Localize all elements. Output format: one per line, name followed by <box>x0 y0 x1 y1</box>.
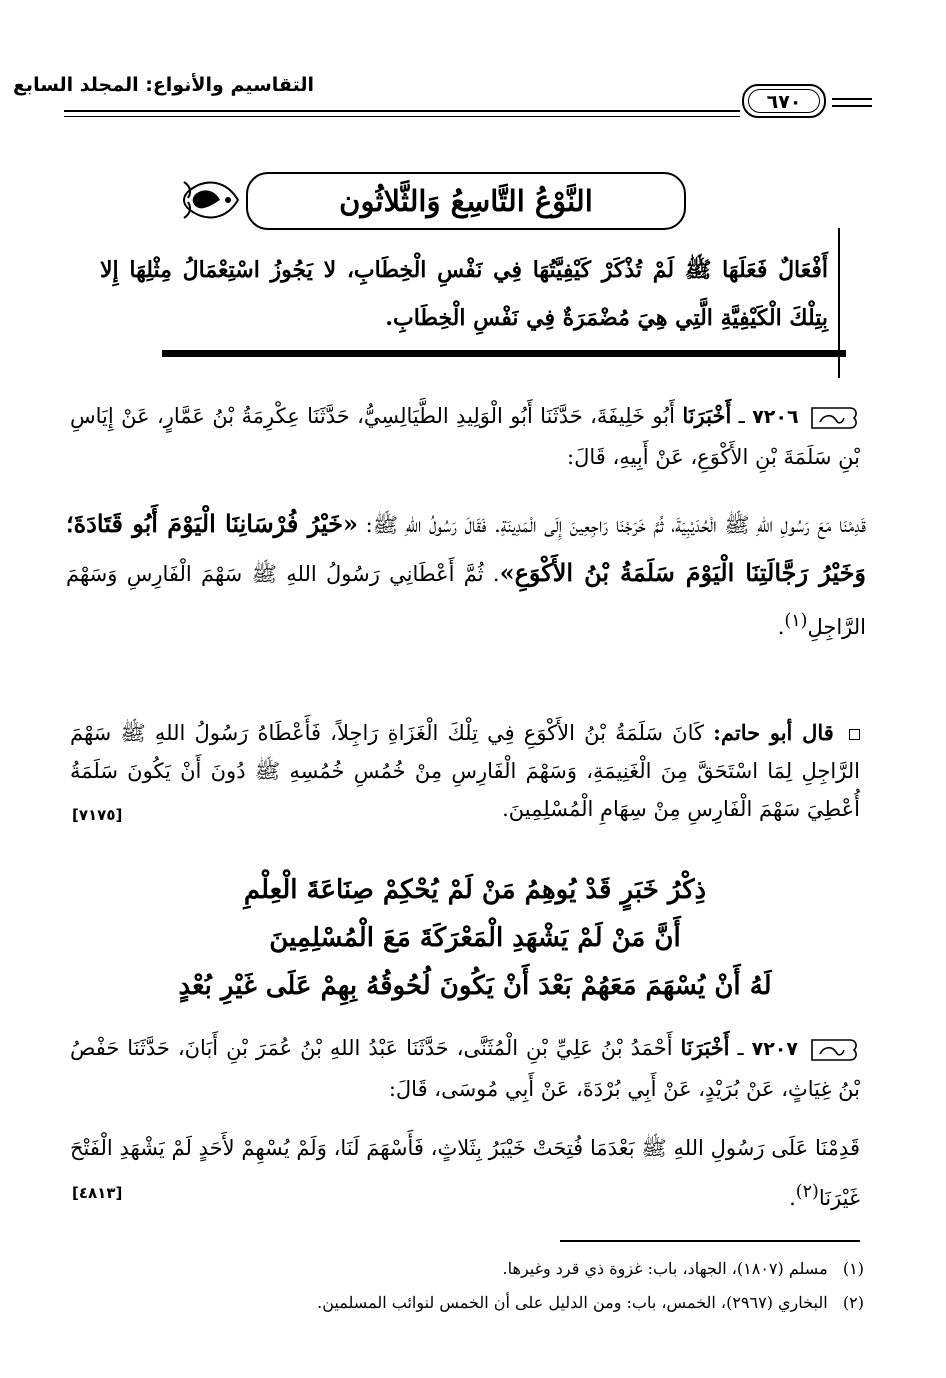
header-rule <box>832 98 872 100</box>
footnote-separator <box>560 1240 860 1242</box>
footnote-item <box>84 1252 864 1286</box>
section-heading-line: أَنَّ مَنْ لَمْ يَشْهَدِ الْمَعْرَكَةَ مَعَ الْمُسْلِمِينَ <box>269 923 681 953</box>
chapter-description: أَفْعَالٌ فَعَلَهَا ﷺ لَمْ تُذْكَرْ كَيْفِيَّتُهَا فِي نَفْسِ الْخِطَابِ، لا يَجُوزُ اسْتِعْمَالُ مِثْلِهَا إِلا بِتِلْكَ الْكَيْفِيَّةِ الَّتِي هِيَ مُضْمَرَةٌ فِي نَفْسِ الْخِطَابِ. <box>100 257 828 331</box>
hadith-text: قَدِمْنَا مَعَ رَسُولِ اللهِ ﷺ الْحُدَيْبِيَةَ، ثُمَّ خَرَجْنَا رَاجِعِينَ إِلَى الْمَدِينَةِ. فَقَالَ رَسُولُ اللهِ ﷺ: <box>365 513 866 537</box>
hadith-7207-isnad <box>70 1028 860 1109</box>
hadith-dash: ـ <box>737 1036 744 1060</box>
section-heading-line: ذِكْرُ خَبَرٍ قَدْ يُوهِمُ مَنْ لَمْ يُحْكِمْ صِنَاعَةَ الْعِلْمِ <box>243 875 707 905</box>
hadith-emblem-icon <box>810 1036 860 1064</box>
footnote-mark: (٢) <box>795 1182 819 1202</box>
reported-verb: أَخْبَرَنَا <box>682 403 732 428</box>
cross-reference: [٧١٧٥] <box>72 806 123 824</box>
commentary-text: كَانَ سَلَمَةُ بْنُ الأَكْوَعِ فِي تِلْكَ الْغَزَاةِ رَاجِلاً، فَأَعْطَاهُ رَسُولُ اللهِ ﷺ سَهْمَ الرَّاجِلِ لِمَا اسْتَحَقَّ مِنَ الْغَنِيمَةِ، وَسَهْمَ الْفَارِسِ مِنْ خُمُسِ خُمُسِهِ ﷺ دُونَ أَنْ يَكُونَ سَلَمَةُ أُعْطِيَ سَهْمَ الْفَارِسِ مِنْ سِهَامِ الْمُسْلِمِينَ. <box>70 721 860 821</box>
full-stop: . <box>777 615 785 639</box>
header-rule <box>64 110 740 112</box>
running-title: التقاسيم والأنواع: المجلد السابع <box>12 74 314 96</box>
full-stop: . <box>789 1186 796 1210</box>
prophetic-quote: «خَيْرُ فُرْسَانِنَا الْيَوْمَ أَبُو قَتَادَةَ؛ وَخَيْرُ رَجَّالَتِنَا الْيَوْمَ سَلَمَةُ بْنُ الأَكْوَعِ» <box>66 509 866 587</box>
footnote-number: (٢) <box>842 1293 864 1312</box>
hadith-number: ٧٢٠٧ <box>751 1038 798 1060</box>
footnote-text: البخاري (٢٩٦٧)، الخمس، باب: ومن الدليل على أن الخمس لنوائب المسلمين. <box>317 1293 828 1312</box>
page-number: ٦٧٠ <box>748 89 820 113</box>
chapter-title: النَّوْعُ التَّاسِعُ وَالثَّلاثُون <box>246 172 686 230</box>
hadith-dash: ـ <box>738 404 745 428</box>
chapter-frame-line <box>162 350 846 357</box>
isnad-text: أَحْمَدُ بْنُ عَلِيِّ بْنِ الْمُثَنَّى، حَدَّثَنَا عَبْدُ اللهِ بْنُ عُمَرَ بْنِ أَبَانَ، حَدَّثَنَا حَفْصُ بْنُ غِيَاثٍ، عَنْ بُرَيْدٍ، عَنْ أَبِي بُرْدَةَ، عَنْ أَبِي مُوسَى، قَالَ: <box>70 1036 860 1101</box>
isnad-text: أَبُو خَلِيفَةَ، حَدَّثَنَا أَبُو الْوَلِيدِ الطَّيَالِسِيُّ، حَدَّثَنَا عِكْرِمَةُ بْنُ عَمَّارٍ، عَنْ إِيَاسِ بْنِ سَلَمَةَ بْنِ الأَكْوَعِ، عَنْ أَبِيهِ، قَالَ: <box>70 404 860 469</box>
hadith-text: . ثُمَّ أَعْطَانِي رَسُولُ اللهِ ﷺ سَهْمَ الْفَارِسِ وَسَهْمَ الرَّاجِلِ <box>66 562 866 639</box>
note-square-icon <box>849 729 860 740</box>
hadith-7206-text <box>66 500 866 651</box>
section-heading <box>90 866 860 1010</box>
hadith-text: قَدِمْنَا عَلَى رَسُولِ اللهِ ﷺ بَعْدَمَا فُتِحَتْ خَيْبَرُ بِثَلاثٍ، فَأَسْهَمَ لَنَا، وَلَمْ يُسْهِمْ لأَحَدٍ لَمْ يَشْهَدِ الْفَتْحَ غَيْرَنَا <box>70 1136 860 1210</box>
footnote-text: مسلم (١٨٠٧)، الجهاد، باب: غزوة ذي قرد وغيرها. <box>502 1259 828 1278</box>
page-number-frame <box>742 84 826 118</box>
section-heading-line: لَهُ أَنْ يُسْهَمَ مَعَهُمْ بَعْدَ أَنْ يَكُونَ لُحُوقُهُ بِهِمْ عَلَى غَيْرِ بُعْدٍ <box>178 971 772 1001</box>
footnote-mark: (١) <box>784 611 808 631</box>
footnote-number: (١) <box>842 1259 864 1278</box>
hadith-emblem-icon <box>810 404 860 432</box>
reported-verb: أَخْبَرَنَا <box>680 1035 730 1060</box>
hadith-7206-isnad <box>70 396 860 477</box>
header-rule <box>832 105 872 107</box>
cross-reference: [٤٨١٣] <box>72 1184 123 1202</box>
commentary-paragraph <box>70 714 860 828</box>
floral-ornament-icon <box>176 170 242 230</box>
hadith-7207-text <box>70 1126 860 1220</box>
footnote-item <box>84 1286 864 1320</box>
commentator-label: قال أبو حاتم: <box>713 720 834 745</box>
hadith-number: ٧٢٠٦ <box>752 406 799 428</box>
footnotes <box>84 1252 864 1320</box>
header-rule <box>64 116 740 117</box>
